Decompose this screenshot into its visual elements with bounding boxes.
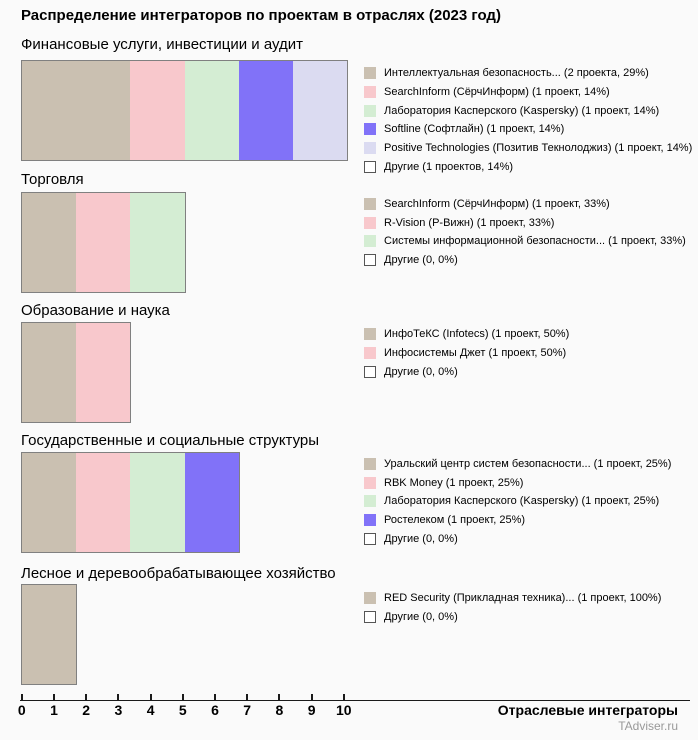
legend-swatch <box>364 217 376 229</box>
chart-title: Распределение интеграторов по проектам в отраслях (2023 год) <box>21 7 501 24</box>
legend-swatch <box>364 533 376 545</box>
axis-tick <box>21 694 23 700</box>
bar-segment <box>22 61 130 160</box>
axis-tick <box>150 694 152 700</box>
legend-row <box>364 251 686 270</box>
legend <box>364 195 686 270</box>
legend-row <box>364 101 692 120</box>
legend <box>364 589 661 626</box>
legend-label: SearchInform (СёрчИнформ) (1 проект, 33%) <box>384 197 610 210</box>
legend-row <box>364 325 569 344</box>
legend-swatch <box>364 347 376 359</box>
x-axis <box>20 700 690 701</box>
legend-label: Softline (Софтлайн) (1 проект, 14%) <box>384 123 565 136</box>
legend-label: Positive Technologies (Позитив Текнолоджиз) (1 проект, 14%) <box>384 142 693 155</box>
industry-title: Образование и наука <box>21 302 170 319</box>
bar-segment <box>22 453 76 552</box>
axis-tick <box>343 694 345 700</box>
bar-segment <box>293 61 347 160</box>
legend-label: Уральский центр систем безопасности... (1 проект, 25%) <box>384 457 672 470</box>
axis-tick-label: 7 <box>243 702 252 718</box>
legend-label: Другие (0, 0%) <box>384 532 458 545</box>
legend-swatch <box>364 161 376 173</box>
axis-tick-label: 10 <box>336 702 352 718</box>
axis-tick <box>85 694 87 700</box>
axis-tick <box>246 694 248 700</box>
axis-tick-label: 1 <box>50 702 58 718</box>
industry-title: Лесное и деревообрабатывающее хозяйство <box>21 565 336 582</box>
legend-row <box>364 232 686 251</box>
bar-segment <box>130 193 184 292</box>
bar-segment <box>76 453 130 552</box>
axis-tick <box>214 694 216 700</box>
axis-tick-label: 3 <box>114 702 123 718</box>
industry-title: Финансовые услуги, инвестиции и аудит <box>21 36 304 53</box>
legend <box>364 64 692 176</box>
legend-swatch <box>364 477 376 489</box>
legend-label: Лаборатория Касперского (Kaspersky) (1 проект, 14%) <box>384 104 660 117</box>
axis-tick <box>117 694 119 700</box>
legend-swatch <box>364 328 376 340</box>
x-axis-title: Отраслевые интеграторы <box>497 702 678 718</box>
stacked-bar <box>21 192 186 293</box>
axis-tick <box>311 694 313 700</box>
legend-swatch <box>364 86 376 98</box>
legend-row <box>364 511 671 530</box>
legend-row <box>364 64 692 83</box>
legend-row <box>364 492 671 511</box>
legend-swatch <box>364 123 376 135</box>
legend <box>364 455 671 548</box>
industry-title: Торговля <box>21 171 84 188</box>
legend-row <box>364 120 692 139</box>
legend-swatch <box>364 198 376 210</box>
bar-segment <box>22 585 76 684</box>
legend-swatch <box>364 67 376 79</box>
bar-segment <box>22 193 76 292</box>
legend-label: Интеллектуальная безопасность... (2 проекта, 29%) <box>384 67 649 80</box>
legend-label: ИнфоТеКС (Infotecs) (1 проект, 50%) <box>384 328 570 341</box>
bar-segment <box>76 323 130 422</box>
axis-tick <box>53 694 55 700</box>
legend-row <box>364 157 692 176</box>
legend-row <box>364 455 671 474</box>
legend-label: Лаборатория Касперского (Kaspersky) (1 проект, 25%) <box>384 495 660 508</box>
bar-segment <box>185 61 239 160</box>
industry-title: Государственные и социальные структуры <box>21 432 320 449</box>
legend-row <box>364 139 692 158</box>
axis-tick <box>182 694 184 700</box>
legend-swatch <box>364 495 376 507</box>
legend-swatch <box>364 254 376 266</box>
axis-tick <box>278 694 280 700</box>
bar-segment <box>22 323 76 422</box>
axis-tick-label: 0 <box>17 702 26 718</box>
legend-swatch <box>364 235 376 247</box>
bar-segment <box>239 61 293 160</box>
legend-row <box>364 473 671 492</box>
legend-row <box>364 607 661 626</box>
legend-row <box>364 83 692 102</box>
legend-swatch <box>364 611 376 623</box>
legend-swatch <box>364 366 376 378</box>
source-watermark: TAdviser.ru <box>618 719 678 733</box>
axis-tick-label: 4 <box>146 702 155 718</box>
legend-label: R-Vision (Р-Вижн) (1 проект, 33%) <box>384 216 555 229</box>
axis-tick-label: 5 <box>178 702 187 718</box>
legend-swatch <box>364 458 376 470</box>
stacked-bar <box>21 584 77 685</box>
axis-tick-label: 8 <box>275 702 284 718</box>
legend-row <box>364 589 661 608</box>
legend-row <box>364 529 671 548</box>
bar-segment <box>130 61 184 160</box>
stacked-bar <box>21 322 131 423</box>
legend-label: Другие (0, 0%) <box>384 253 458 266</box>
bar-segment <box>130 453 184 552</box>
legend-row <box>364 344 569 363</box>
legend-row <box>364 213 686 232</box>
legend-label: Другие (0, 0%) <box>384 610 458 623</box>
axis-tick-label: 2 <box>82 702 91 718</box>
legend <box>364 325 569 381</box>
legend-row <box>364 195 686 214</box>
legend-label: RBK Money (1 проект, 25%) <box>384 476 524 489</box>
stacked-bar <box>21 60 348 161</box>
legend-swatch <box>364 514 376 526</box>
legend-label: Другие (0, 0%) <box>384 365 458 378</box>
legend-swatch <box>364 105 376 117</box>
stacked-bar <box>21 452 240 553</box>
axis-tick-label: 6 <box>211 702 219 718</box>
legend-label: SearchInform (СёрчИнформ) (1 проект, 14%) <box>384 86 610 99</box>
legend-row <box>364 362 569 381</box>
bar-segment <box>185 453 239 552</box>
legend-label: Инфосистемы Джет (1 проект, 50%) <box>384 347 567 360</box>
legend-label: Системы информационной безопасности... (1 проект, 33%) <box>384 235 686 248</box>
axis-tick-label: 9 <box>307 702 316 718</box>
legend-label: RED Security (Прикладная техника)... (1 проект, 100%) <box>384 591 662 604</box>
legend-label: Ростелеком (1 проект, 25%) <box>384 513 526 526</box>
bar-segment <box>76 193 130 292</box>
legend-swatch <box>364 592 376 604</box>
legend-swatch <box>364 142 376 154</box>
legend-label: Другие (1 проектов, 14%) <box>384 160 514 173</box>
